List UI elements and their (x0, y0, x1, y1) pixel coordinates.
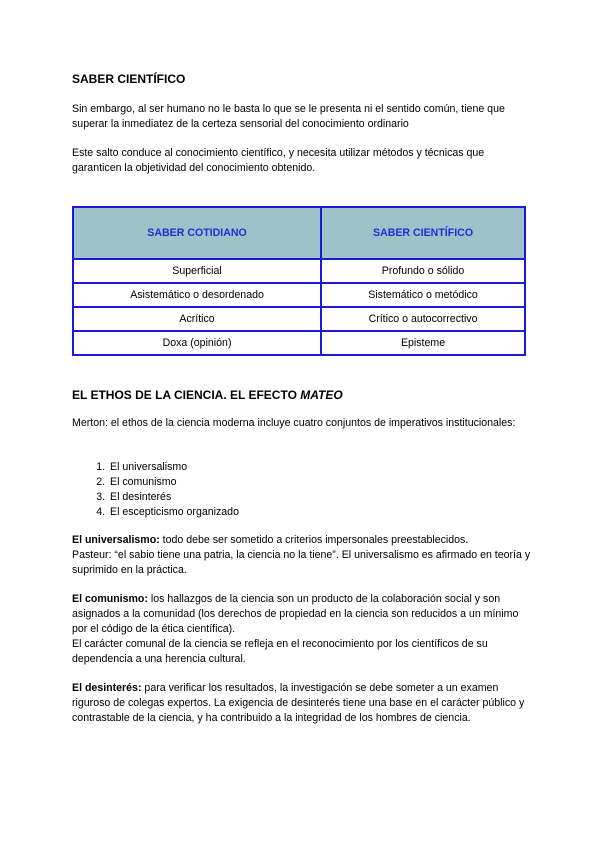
imperatives-list (72, 460, 239, 520)
section-title-saber-cientifico: SABER CIENTÍFICO (72, 72, 186, 86)
table-cell: Superficial (73, 259, 321, 283)
list-item: 4. El escepticismo organizado (108, 505, 239, 520)
paragraph-desinteres (72, 681, 532, 726)
comunismo-label: El comunismo: (72, 593, 148, 605)
desinteres-label: El desinterés: (72, 682, 142, 694)
table-cell: Crítico o autocorrectivo (321, 307, 525, 331)
paragraph-intro: Sin embargo, al ser humano no le basta lo que se le presenta ni el sentido común, tiene que superar la inmediatez de la certeza sensorial del conocimiento ordinario (72, 103, 505, 130)
table-header-cientifico: SABER CIENTÍFICO (321, 207, 525, 259)
list-item: 3. El desinterés (108, 490, 239, 505)
list-item: 1. El universalismo (108, 460, 239, 475)
table-header-row (73, 207, 525, 259)
comparison-table (72, 206, 526, 356)
paragraph-universalismo (72, 533, 532, 578)
comunismo-text: los hallazgos de la ciencia son un producto de la colaboración social y son asignados a la comunidad (los derechos de propiedad en la ciencia son reducidos a un mínimo por el código de la ética científica). (72, 593, 519, 635)
section-title-ethos (72, 388, 343, 402)
table-cell: Episteme (321, 331, 525, 355)
table-row (73, 283, 525, 307)
table-row (73, 331, 525, 355)
list-item: 2. El comunismo (108, 475, 239, 490)
table-cell: Asistemático o desordenado (73, 283, 321, 307)
table-cell: Sistemático o metódico (321, 283, 525, 307)
table-cell: Profundo o sólido (321, 259, 525, 283)
table-row (73, 307, 525, 331)
universalismo-label: El universalismo: (72, 534, 160, 546)
paragraph-comunismo (72, 592, 532, 667)
paragraph-merton: Merton: el ethos de la ciencia moderna incluye cuatro conjuntos de imperativos institucionales: (72, 417, 516, 429)
section-title-ethos-italic: MATEO (300, 388, 343, 402)
desinteres-text: para verificar los resultados, la investigación se debe someter a un examen riguroso de colegas expertos. La exigencia de desinterés tiene una base en el carácter público y contrastable de la ciencia, y ha contribuido a la integridad de los hombres de ciencia. (72, 682, 525, 724)
table-cell: Acrítico (73, 307, 321, 331)
paragraph-salto: Este salto conduce al conocimiento científico, y necesita utilizar métodos y técnicas que garanticen la objetividad del conocimiento obtenido. (72, 147, 485, 174)
table-cell: Doxa (opinión) (73, 331, 321, 355)
table-header-cotidiano: SABER COTIDIANO (73, 207, 321, 259)
table-row (73, 259, 525, 283)
section-title-ethos-prefix: EL ETHOS DE LA CIENCIA. EL EFECTO (72, 388, 301, 402)
comunismo-text-2: El carácter comunal de la ciencia se refleja en el reconocimiento por los científicos de su dependencia a una herencia cultural. (72, 638, 488, 665)
universalismo-text-2: Pasteur: “el sabio tiene una patria, la ciencia no la tiene”. El universalismo es afirmado en teoría y suprimido en la práctica. (72, 549, 531, 576)
universalismo-text: todo debe ser sometido a criterios impersonales preestablecidos. (159, 534, 469, 546)
